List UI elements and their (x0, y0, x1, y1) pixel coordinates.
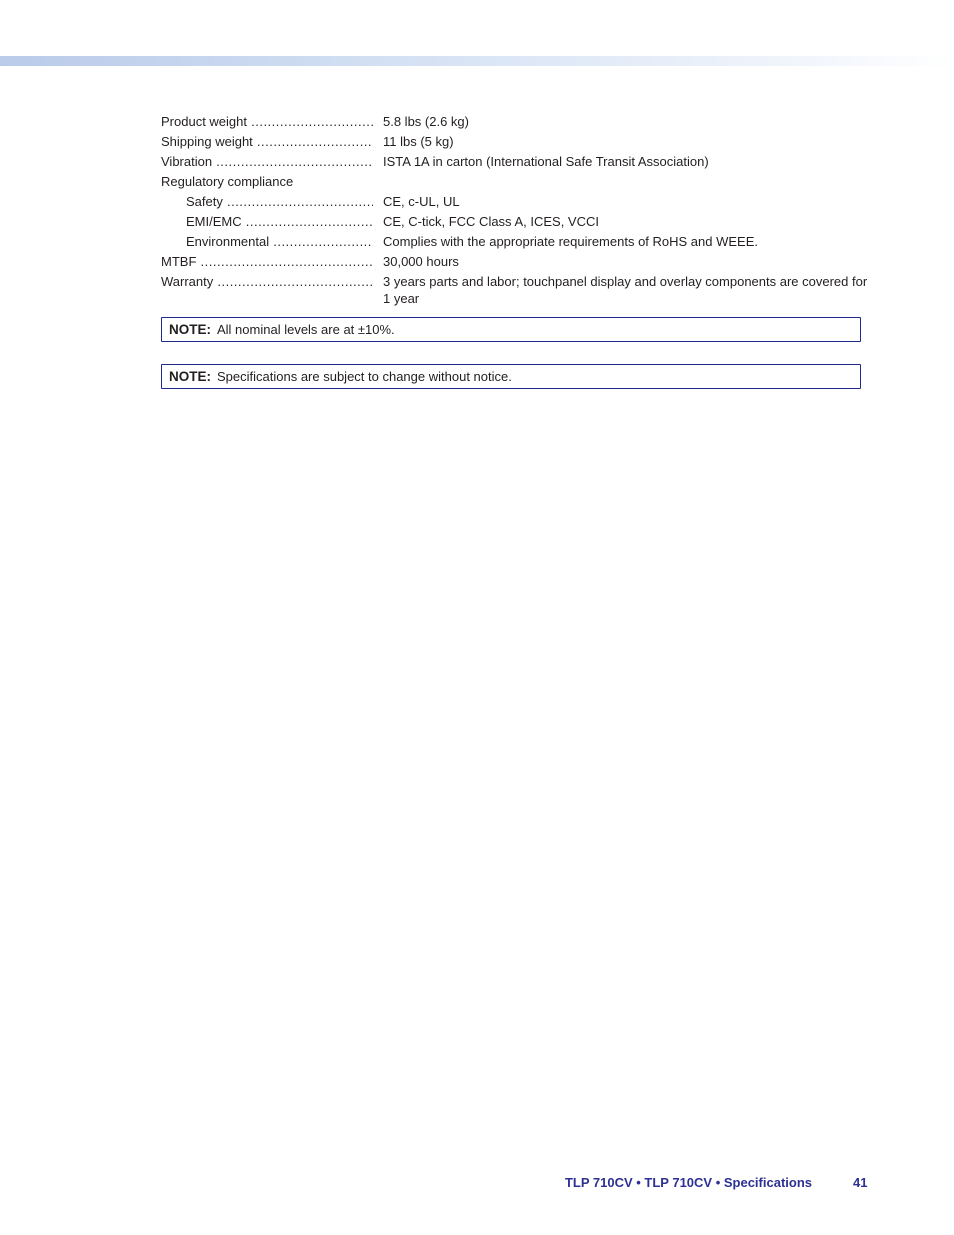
spec-label: Vibration ..... (161, 154, 373, 169)
specifications-list (161, 113, 871, 307)
spec-label: Environmental ..... (186, 234, 373, 249)
spec-row-regulatory-compliance (161, 173, 871, 193)
spec-label: Shipping weight ..... (161, 134, 373, 149)
spec-value: CE, c-UL, UL (383, 194, 460, 209)
note-box-nominal-levels (161, 317, 861, 342)
note-label: NOTE: (169, 322, 211, 337)
spec-row-safety (161, 193, 871, 213)
spec-value: 5.8 lbs (2.6 kg) (383, 114, 469, 129)
spec-value: 30,000 hours (383, 254, 459, 269)
note-box-specifications-change (161, 364, 861, 389)
spec-value: 11 lbs (5 kg) (383, 134, 454, 149)
spec-row-shipping-weight (161, 133, 871, 153)
spec-value: CE, C-tick, FCC Class A, ICES, VCCI (383, 214, 599, 229)
note-label: NOTE: (169, 369, 211, 384)
spec-row-product-weight (161, 113, 871, 133)
spec-label: EMI/EMC ..... (186, 214, 373, 229)
spec-value: 3 years parts and labor; touchpanel display and overlay components are covered for 1 year (383, 274, 868, 306)
header-accent-bar (0, 56, 954, 66)
spec-row-warranty (161, 273, 871, 307)
spec-row-emi-emc (161, 213, 871, 233)
spec-label: MTBF ..... (161, 254, 373, 269)
spec-row-vibration (161, 153, 871, 173)
note-text: Specifications are subject to change without notice. (217, 369, 512, 384)
spec-label: Safety ..... (186, 194, 373, 209)
note-text: All nominal levels are at ±10%. (217, 322, 395, 337)
spec-row-mtbf (161, 253, 871, 273)
spec-label: Warranty ..... (161, 274, 373, 289)
spec-value: Complies with the appropriate requirements of RoHS and WEEE. (383, 234, 759, 249)
spec-value: ISTA 1A in carton (International Safe Transit Association) (383, 154, 709, 169)
page-number: 41 (853, 1175, 868, 1190)
spec-section-label: Regulatory compliance (161, 174, 294, 189)
spec-row-environmental (161, 233, 871, 253)
spec-label: Product weight ..... (161, 114, 373, 129)
footer-title: TLP 710CV • TLP 710CV • Specifications (564, 1175, 812, 1190)
page-footer (0, 1174, 954, 1192)
